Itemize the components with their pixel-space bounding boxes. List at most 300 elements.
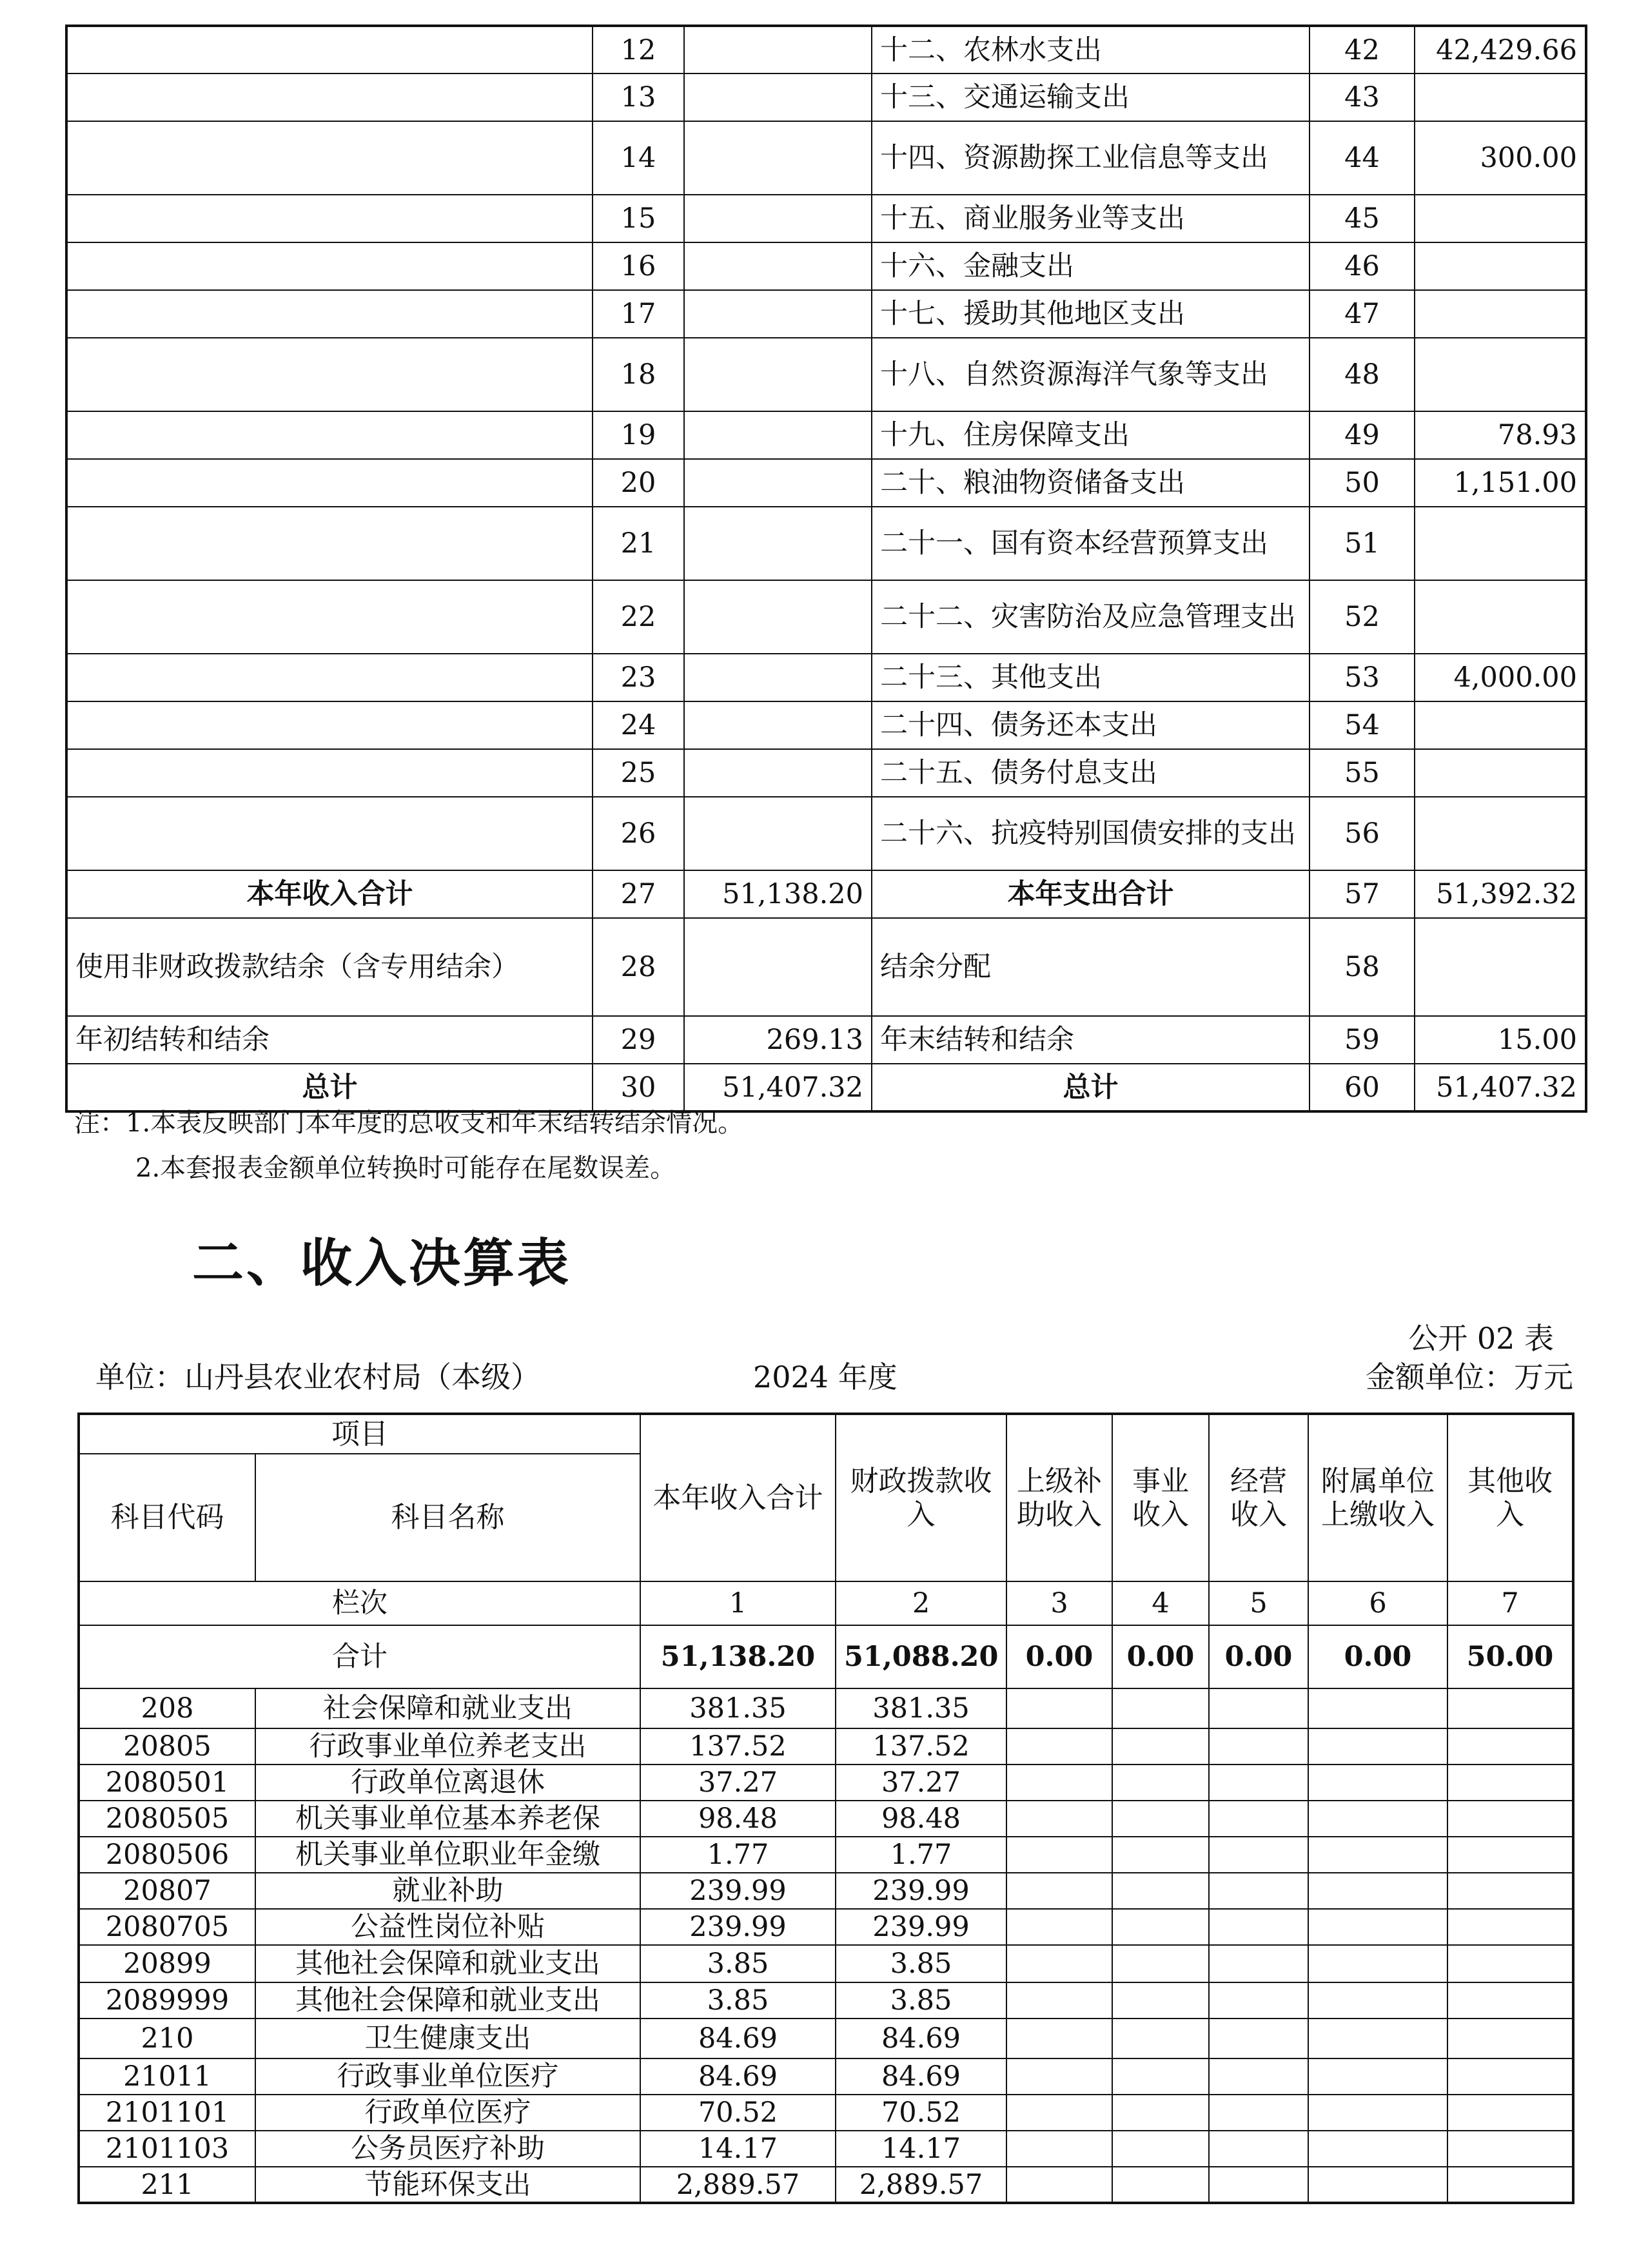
fiscal-appropriation: 70.52 [836, 2095, 1006, 2131]
subject-name: 行政单位医疗 [255, 2095, 640, 2131]
operating-income [1209, 1945, 1308, 1982]
left-item: 使用非财政拨款结余（含专用结余） [66, 918, 593, 1016]
summary-row [66, 507, 1586, 580]
fiscal-appropriation: 137.52 [836, 1728, 1006, 1765]
subject-code: 20807 [79, 1873, 255, 1909]
affiliated-income [1308, 1765, 1447, 1801]
operating-income [1209, 2058, 1308, 2095]
budget-summary-table [65, 24, 1587, 1113]
operating-income [1209, 2167, 1308, 2203]
left-item [66, 654, 593, 701]
right-row-no: 56 [1310, 797, 1415, 870]
right-amount [1415, 242, 1586, 290]
superior-subsidy [1006, 2019, 1112, 2058]
right-row-no: 57 [1310, 870, 1415, 918]
unit-label: 单位：山丹县农业农村局（本级） [95, 1360, 540, 1394]
summary-row [66, 870, 1586, 918]
table-row [79, 1945, 1573, 1982]
left-row-no: 17 [593, 290, 684, 338]
subject-name: 行政事业单位养老支出 [255, 1728, 640, 1765]
subject-code: 2080705 [79, 1909, 255, 1945]
left-item [66, 338, 593, 411]
table-code: 公开 02 表 [1408, 1321, 1554, 1356]
other-income [1447, 1909, 1573, 1945]
superior-subsidy [1006, 1688, 1112, 1728]
right-row-no: 49 [1310, 411, 1415, 459]
total-3: 0.00 [1006, 1625, 1112, 1688]
business-income [1112, 1801, 1209, 1837]
fiscal-appropriation: 98.48 [836, 1801, 1006, 1837]
left-row-no: 30 [593, 1064, 684, 1111]
subject-code: 2101101 [79, 2095, 255, 2131]
right-amount [1415, 195, 1586, 242]
left-item [66, 242, 593, 290]
left-row-no: 23 [593, 654, 684, 701]
summary-row [66, 411, 1586, 459]
right-row-no: 58 [1310, 918, 1415, 1016]
left-amount [684, 242, 872, 290]
table-row [79, 2131, 1573, 2167]
business-income [1112, 2058, 1209, 2095]
business-income [1112, 2095, 1209, 2131]
subject-code: 2080505 [79, 1801, 255, 1837]
subject-code: 21011 [79, 2058, 255, 2095]
superior-subsidy [1006, 2167, 1112, 2203]
left-amount [684, 797, 872, 870]
left-row-no: 19 [593, 411, 684, 459]
subject-code: 20805 [79, 1728, 255, 1765]
year-income-total: 84.69 [640, 2019, 836, 2058]
table-row [79, 1688, 1573, 1728]
left-item [66, 749, 593, 797]
fiscal-appropriation: 239.99 [836, 1909, 1006, 1945]
operating-income [1209, 1688, 1308, 1728]
column-index-7: 7 [1447, 1581, 1573, 1625]
amount-unit: 金额单位：万元 [1366, 1360, 1573, 1394]
superior-subsidy [1006, 1873, 1112, 1909]
affiliated-income [1308, 2167, 1447, 2203]
right-item: 十四、资源勘探工业信息等支出 [872, 121, 1310, 195]
fiscal-appropriation: 84.69 [836, 2058, 1006, 2095]
left-row-no: 12 [593, 26, 684, 73]
superior-subsidy [1006, 1801, 1112, 1837]
right-item: 二十四、债务还本支出 [872, 701, 1310, 749]
operating-income [1209, 2019, 1308, 2058]
right-amount: 4,000.00 [1415, 654, 1586, 701]
right-row-no: 55 [1310, 749, 1415, 797]
superior-subsidy [1006, 2095, 1112, 2131]
other-income [1447, 1873, 1573, 1909]
header-code: 科目代码 [79, 1454, 255, 1581]
summary-row [66, 121, 1586, 195]
left-amount [684, 701, 872, 749]
right-amount [1415, 580, 1586, 654]
left-item [66, 797, 593, 870]
unit-line [95, 1354, 1573, 1393]
affiliated-income [1308, 1982, 1447, 2019]
header-item: 项目 [79, 1414, 640, 1454]
summary-row [66, 73, 1586, 121]
column-index-1: 1 [640, 1581, 836, 1625]
total-label: 合计 [79, 1625, 640, 1688]
subject-code: 210 [79, 2019, 255, 2058]
affiliated-income [1308, 2131, 1447, 2167]
total-2: 51,088.20 [836, 1625, 1006, 1688]
subject-name: 节能环保支出 [255, 2167, 640, 2203]
fiscal-appropriation: 14.17 [836, 2131, 1006, 2167]
note-2: 2.本套报表金额单位转换时可能存在尾数误差。 [135, 1153, 676, 1183]
subject-name: 社会保障和就业支出 [255, 1688, 640, 1728]
total-7: 50.00 [1447, 1625, 1573, 1688]
left-row-no: 20 [593, 459, 684, 507]
fiscal-appropriation: 3.85 [836, 1982, 1006, 2019]
year-income-total: 2,889.57 [640, 2167, 836, 2203]
affiliated-income [1308, 2019, 1447, 2058]
other-income [1447, 2019, 1573, 2058]
left-amount [684, 459, 872, 507]
left-row-no: 29 [593, 1016, 684, 1064]
fiscal-appropriation: 37.27 [836, 1765, 1006, 1801]
left-row-no: 21 [593, 507, 684, 580]
affiliated-income [1308, 1688, 1447, 1728]
superior-subsidy [1006, 2058, 1112, 2095]
business-income [1112, 2167, 1209, 2203]
subject-name: 公务员医疗补助 [255, 2131, 640, 2167]
subject-code: 2089999 [79, 1982, 255, 2019]
right-amount [1415, 797, 1586, 870]
column-index-3: 3 [1006, 1581, 1112, 1625]
subject-code: 211 [79, 2167, 255, 2203]
left-item [66, 290, 593, 338]
left-amount [684, 26, 872, 73]
header-col-7: 其他收入 [1447, 1414, 1573, 1581]
left-amount [684, 749, 872, 797]
operating-income [1209, 2131, 1308, 2167]
left-item [66, 701, 593, 749]
table-row [79, 2058, 1573, 2095]
right-item: 二十五、债务付息支出 [872, 749, 1310, 797]
left-amount [684, 290, 872, 338]
left-amount [684, 411, 872, 459]
left-row-no: 14 [593, 121, 684, 195]
left-amount [684, 507, 872, 580]
business-income [1112, 1837, 1209, 1873]
summary-row [66, 918, 1586, 1016]
affiliated-income [1308, 1909, 1447, 1945]
table-row [79, 2095, 1573, 2131]
left-item [66, 26, 593, 73]
right-item: 十六、金融支出 [872, 242, 1310, 290]
right-amount [1415, 290, 1586, 338]
other-income [1447, 1801, 1573, 1837]
header-col-1: 本年收入合计 [640, 1414, 836, 1581]
column-index-label: 栏次 [79, 1581, 640, 1625]
left-row-no: 27 [593, 870, 684, 918]
left-amount [684, 338, 872, 411]
operating-income [1209, 1909, 1308, 1945]
other-income [1447, 1982, 1573, 2019]
affiliated-income [1308, 1801, 1447, 1837]
left-item: 本年收入合计 [66, 870, 593, 918]
right-item: 十八、自然资源海洋气象等支出 [872, 338, 1310, 411]
right-row-no: 46 [1310, 242, 1415, 290]
affiliated-income [1308, 1837, 1447, 1873]
table-row [79, 1909, 1573, 1945]
summary-row [66, 290, 1586, 338]
table-row [79, 1837, 1573, 1873]
other-income [1447, 1837, 1573, 1873]
fiscal-appropriation: 1.77 [836, 1837, 1006, 1873]
right-item: 年末结转和结余 [872, 1016, 1310, 1064]
header-name: 科目名称 [255, 1454, 640, 1581]
right-item: 二十、粮油物资储备支出 [872, 459, 1310, 507]
header-col-2: 财政拨款收入 [836, 1414, 1006, 1581]
year-income-total: 239.99 [640, 1873, 836, 1909]
other-income [1447, 2058, 1573, 2095]
operating-income [1209, 1801, 1308, 1837]
right-item: 结余分配 [872, 918, 1310, 1016]
right-amount [1415, 749, 1586, 797]
left-row-no: 13 [593, 73, 684, 121]
left-item [66, 507, 593, 580]
year-income-total: 3.85 [640, 1945, 836, 1982]
superior-subsidy [1006, 1945, 1112, 1982]
business-income [1112, 1945, 1209, 1982]
income-statement-table [77, 1413, 1574, 2204]
other-income [1447, 1728, 1573, 1765]
summary-row [66, 338, 1586, 411]
subject-code: 2080501 [79, 1765, 255, 1801]
subject-name: 其他社会保障和就业支出 [255, 1945, 640, 1982]
fiscal-appropriation: 2,889.57 [836, 2167, 1006, 2203]
year-income-total: 239.99 [640, 1909, 836, 1945]
subject-code: 2101103 [79, 2131, 255, 2167]
header-col-3: 上级补助收入 [1006, 1414, 1112, 1581]
right-amount: 300.00 [1415, 121, 1586, 195]
right-amount [1415, 507, 1586, 580]
summary-row [66, 459, 1586, 507]
operating-income [1209, 1728, 1308, 1765]
table-row [79, 1728, 1573, 1765]
operating-income [1209, 1982, 1308, 2019]
right-item: 本年支出合计 [872, 870, 1310, 918]
right-row-no: 54 [1310, 701, 1415, 749]
left-item: 年初结转和结余 [66, 1016, 593, 1064]
right-item: 二十二、灾害防治及应急管理支出 [872, 580, 1310, 654]
summary-row [66, 654, 1586, 701]
subject-name: 卫生健康支出 [255, 2019, 640, 2058]
business-income [1112, 2019, 1209, 2058]
right-amount [1415, 701, 1586, 749]
superior-subsidy [1006, 1982, 1112, 2019]
right-amount: 42,429.66 [1415, 26, 1586, 73]
left-amount [684, 73, 872, 121]
left-row-no: 16 [593, 242, 684, 290]
operating-income [1209, 1837, 1308, 1873]
total-5: 0.00 [1209, 1625, 1308, 1688]
right-row-no: 59 [1310, 1016, 1415, 1064]
right-amount [1415, 338, 1586, 411]
left-row-no: 26 [593, 797, 684, 870]
year-income-total: 70.52 [640, 2095, 836, 2131]
header-col-5: 经营收入 [1209, 1414, 1308, 1581]
subject-code: 2080506 [79, 1837, 255, 1873]
business-income [1112, 1909, 1209, 1945]
section-title: 二、收入决算表 [192, 1233, 571, 1293]
summary-row [66, 797, 1586, 870]
subject-name: 行政事业单位医疗 [255, 2058, 640, 2095]
left-row-no: 24 [593, 701, 684, 749]
business-income [1112, 1728, 1209, 1765]
right-item: 二十六、抗疫特别国债安排的支出 [872, 797, 1310, 870]
right-row-no: 45 [1310, 195, 1415, 242]
right-amount: 1,151.00 [1415, 459, 1586, 507]
right-row-no: 50 [1310, 459, 1415, 507]
right-row-no: 43 [1310, 73, 1415, 121]
year-income-total: 1.77 [640, 1837, 836, 1873]
summary-row [66, 701, 1586, 749]
right-amount: 51,392.32 [1415, 870, 1586, 918]
affiliated-income [1308, 2095, 1447, 2131]
summary-row [66, 580, 1586, 654]
right-amount: 78.93 [1415, 411, 1586, 459]
right-item: 十二、农林水支出 [872, 26, 1310, 73]
right-item: 总计 [872, 1064, 1310, 1111]
column-index-2: 2 [836, 1581, 1006, 1625]
left-item [66, 121, 593, 195]
year-label: 2024 年度 [753, 1360, 898, 1394]
left-item [66, 580, 593, 654]
right-item: 十五、商业服务业等支出 [872, 195, 1310, 242]
column-index-row [79, 1581, 1573, 1625]
right-amount: 51,407.32 [1415, 1064, 1586, 1111]
year-income-total: 3.85 [640, 1982, 836, 2019]
business-income [1112, 1873, 1209, 1909]
superior-subsidy [1006, 1837, 1112, 1873]
right-row-no: 52 [1310, 580, 1415, 654]
header-col-6: 附属单位上缴收入 [1308, 1414, 1447, 1581]
year-income-total: 137.52 [640, 1728, 836, 1765]
right-item: 十九、住房保障支出 [872, 411, 1310, 459]
left-row-no: 15 [593, 195, 684, 242]
affiliated-income [1308, 1728, 1447, 1765]
subject-name: 机关事业单位基本养老保 [255, 1801, 640, 1837]
left-item: 总计 [66, 1064, 593, 1111]
summary-row [66, 1016, 1586, 1064]
total-row [79, 1625, 1573, 1688]
left-amount: 51,407.32 [684, 1064, 872, 1111]
other-income [1447, 1765, 1573, 1801]
left-amount [684, 654, 872, 701]
right-amount: 15.00 [1415, 1016, 1586, 1064]
operating-income [1209, 2095, 1308, 2131]
other-income [1447, 1945, 1573, 1982]
fiscal-appropriation: 84.69 [836, 2019, 1006, 2058]
right-row-no: 51 [1310, 507, 1415, 580]
subject-name: 行政单位离退休 [255, 1765, 640, 1801]
left-amount [684, 918, 872, 1016]
right-row-no: 53 [1310, 654, 1415, 701]
operating-income [1209, 1873, 1308, 1909]
table-row [79, 2019, 1573, 2058]
affiliated-income [1308, 1945, 1447, 1982]
superior-subsidy [1006, 2131, 1112, 2167]
superior-subsidy [1006, 1909, 1112, 1945]
affiliated-income [1308, 2058, 1447, 2095]
total-1: 51,138.20 [640, 1625, 836, 1688]
summary-row [66, 26, 1586, 73]
left-item [66, 411, 593, 459]
business-income [1112, 1982, 1209, 2019]
right-row-no: 48 [1310, 338, 1415, 411]
operating-income [1209, 1765, 1308, 1801]
table-row [79, 2167, 1573, 2203]
left-row-no: 22 [593, 580, 684, 654]
affiliated-income [1308, 1873, 1447, 1909]
business-income [1112, 1765, 1209, 1801]
right-item: 十七、援助其他地区支出 [872, 290, 1310, 338]
right-amount [1415, 918, 1586, 1016]
column-index-5: 5 [1209, 1581, 1308, 1625]
right-row-no: 47 [1310, 290, 1415, 338]
left-amount [684, 195, 872, 242]
year-income-total: 14.17 [640, 2131, 836, 2167]
table-row [79, 1801, 1573, 1837]
header-col-4: 事业收入 [1112, 1414, 1209, 1581]
subject-code: 20899 [79, 1945, 255, 1982]
right-row-no: 44 [1310, 121, 1415, 195]
other-income [1447, 2167, 1573, 2203]
other-income [1447, 2131, 1573, 2167]
left-amount: 269.13 [684, 1016, 872, 1064]
business-income [1112, 1688, 1209, 1728]
table-notes [74, 1100, 743, 1191]
subject-name: 公益性岗位补贴 [255, 1909, 640, 1945]
fiscal-appropriation: 3.85 [836, 1945, 1006, 1982]
left-amount [684, 121, 872, 195]
right-item: 十三、交通运输支出 [872, 73, 1310, 121]
fiscal-appropriation: 239.99 [836, 1873, 1006, 1909]
total-4: 0.00 [1112, 1625, 1209, 1688]
left-row-no: 18 [593, 338, 684, 411]
table-row [79, 1873, 1573, 1909]
left-amount [684, 580, 872, 654]
fiscal-appropriation: 381.35 [836, 1688, 1006, 1728]
year-income-total: 381.35 [640, 1688, 836, 1728]
left-item [66, 195, 593, 242]
left-row-no: 28 [593, 918, 684, 1016]
year-income-total: 98.48 [640, 1801, 836, 1837]
table-row [79, 1765, 1573, 1801]
left-amount: 51,138.20 [684, 870, 872, 918]
right-row-no: 42 [1310, 26, 1415, 73]
year-income-total: 84.69 [640, 2058, 836, 2095]
summary-row [66, 749, 1586, 797]
right-item: 二十一、国有资本经营预算支出 [872, 507, 1310, 580]
column-index-6: 6 [1308, 1581, 1447, 1625]
business-income [1112, 2131, 1209, 2167]
summary-row [66, 242, 1586, 290]
right-item: 二十三、其他支出 [872, 654, 1310, 701]
subject-code: 208 [79, 1688, 255, 1728]
left-item [66, 459, 593, 507]
subject-name: 就业补助 [255, 1873, 640, 1909]
right-row-no: 60 [1310, 1064, 1415, 1111]
left-item [66, 73, 593, 121]
note-1: 注：1.本表反映部门本年度的总收支和年末结转结余情况。 [74, 1108, 744, 1138]
year-income-total: 37.27 [640, 1765, 836, 1801]
right-amount [1415, 73, 1586, 121]
